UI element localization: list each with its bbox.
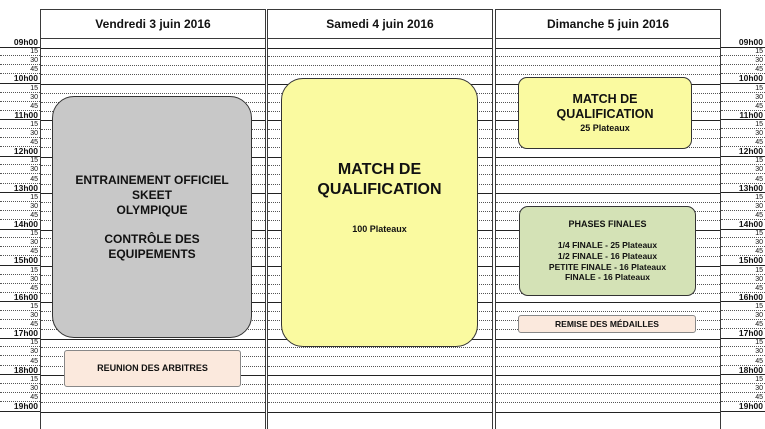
quarter-label: 15 [30, 230, 38, 238]
hour-label: 18h00 [13, 364, 38, 375]
quarter-line [268, 347, 492, 348]
hour-line [496, 339, 720, 340]
time-axis-right [721, 37, 765, 426]
quarter-line [41, 93, 265, 94]
quarter-label: 45 [30, 211, 38, 219]
quarter-line [41, 56, 265, 57]
quarter-label: 45 [755, 175, 763, 183]
quarter-label: 15 [30, 375, 38, 383]
quarter-label: 30 [755, 57, 763, 65]
quarter-line [721, 392, 765, 393]
hour-line [496, 375, 720, 376]
event-label: REUNION DES ARBITRES [97, 362, 208, 373]
quarter-label: 45 [30, 248, 38, 256]
quarter-label: 30 [30, 312, 38, 319]
quarter-line [721, 319, 765, 320]
hour-label: 11h00 [14, 109, 38, 120]
quarter-line [721, 55, 765, 56]
quarter-line [0, 64, 40, 65]
quarter-label: 15 [755, 157, 763, 165]
quarter-label: 30 [30, 57, 38, 65]
hour-line [41, 48, 265, 49]
quarter-label: 45 [755, 139, 763, 147]
quarter-line [496, 366, 720, 367]
quarter-line [496, 56, 720, 57]
hour-line [41, 412, 265, 413]
hour-line [496, 193, 720, 194]
quarter-label: 15 [30, 84, 38, 92]
quarter-label: 15 [30, 266, 38, 274]
quarter-line [496, 74, 720, 75]
hour-label: 15h00 [738, 255, 763, 266]
quarter-line [0, 92, 40, 93]
quarter-line [41, 393, 265, 394]
event-match-qualification-dimanche [518, 77, 692, 149]
quarter-line [0, 101, 40, 102]
hour-label: 14h00 [738, 219, 763, 229]
event-title-line: ENTRAINEMENT OFFICIEL [75, 172, 229, 187]
hour-label: 18h00 [738, 364, 763, 375]
hour-label: 13h00 [13, 182, 38, 193]
hour-label: 10h00 [13, 73, 38, 84]
quarter-label: 30 [30, 166, 38, 174]
quarter-label: 45 [30, 175, 38, 183]
quarter-label: 30 [30, 130, 38, 137]
hour-label: 12h00 [13, 146, 38, 157]
quarter-label: 15 [30, 48, 38, 56]
hour-label: 12h00 [738, 146, 763, 157]
quarter-line [721, 246, 765, 247]
quarter-line [0, 128, 40, 129]
final-round-item: 1/4 FINALE - 25 Plateaux [557, 240, 658, 251]
quarter-line [0, 246, 40, 247]
quarter-label: 45 [30, 284, 38, 292]
quarter-line [721, 92, 765, 93]
quarter-label: 30 [755, 239, 763, 247]
quarter-label: 30 [30, 239, 38, 247]
event-entrainement-officiel [52, 96, 252, 338]
quarter-line [268, 384, 492, 385]
hour-label: 19h00 [738, 401, 763, 411]
quarter-line [0, 392, 40, 393]
quarter-label: 15 [755, 84, 763, 92]
quarter-line [496, 202, 720, 203]
quarter-label: 30 [755, 312, 763, 319]
quarter-line [0, 274, 40, 275]
quarter-line [496, 402, 720, 403]
hour-label: 16h00 [738, 291, 763, 302]
final-round-item: 1/2 FINALE - 16 Plateaux [557, 251, 658, 261]
hour-line [721, 411, 765, 412]
quarter-line [0, 201, 40, 202]
quarter-line [0, 355, 40, 356]
quarter-label: 15 [755, 193, 763, 201]
day-header: Dimanche 5 juin 2016 [496, 10, 720, 39]
quarter-line [721, 355, 765, 356]
quarter-label: 15 [30, 157, 38, 165]
event-title-line: MATCH DE [572, 91, 638, 106]
quarter-label: 15 [30, 302, 38, 310]
hour-label: 14h00 [13, 219, 38, 229]
final-round-item: PETITE FINALE - 16 Plateaux [548, 261, 667, 272]
hour-line [496, 157, 720, 158]
quarter-label: 45 [755, 284, 763, 292]
hour-line [41, 339, 265, 340]
quarter-label: 45 [30, 139, 38, 147]
quarter-line [721, 201, 765, 202]
quarter-line [41, 74, 265, 75]
quarter-label: 45 [30, 321, 38, 329]
quarter-line [0, 164, 40, 165]
quarter-line [268, 366, 492, 367]
quarter-label: 45 [755, 321, 763, 329]
hour-label: 13h00 [738, 182, 763, 193]
quarter-line [268, 402, 492, 403]
quarter-label: 45 [30, 102, 38, 110]
event-detail: 100 Plateaux [352, 223, 407, 234]
quarter-label: 30 [755, 202, 763, 210]
quarter-label: 45 [755, 66, 763, 74]
event-match-qualification-samedi [281, 78, 478, 347]
quarter-line [721, 274, 765, 275]
quarter-label: 30 [755, 166, 763, 174]
event-detail: 25 Plateaux [580, 123, 630, 133]
quarter-label: 30 [755, 130, 763, 137]
hour-line [496, 302, 720, 303]
quarter-line [268, 65, 492, 66]
quarter-line [0, 237, 40, 238]
quarter-label: 15 [755, 302, 763, 310]
quarter-label: 15 [755, 375, 763, 383]
quarter-line [41, 65, 265, 66]
quarter-line [0, 55, 40, 56]
hour-label: 17h00 [738, 328, 763, 339]
quarter-line [0, 137, 40, 138]
quarter-line [496, 184, 720, 185]
hour-label: 15h00 [13, 255, 38, 266]
quarter-line [721, 128, 765, 129]
quarter-label: 45 [30, 66, 38, 74]
quarter-line [0, 210, 40, 211]
quarter-line [721, 64, 765, 65]
quarter-line [496, 174, 720, 175]
quarter-line [41, 347, 265, 348]
quarter-line [268, 74, 492, 75]
day-header: Samedi 4 juin 2016 [268, 10, 492, 39]
event-title-line: CONTRÔLE DES [104, 231, 200, 246]
quarter-line [0, 173, 40, 174]
quarter-line [0, 319, 40, 320]
event-title-line: EQUIPEMENTS [108, 246, 196, 261]
quarter-label: 45 [755, 211, 763, 219]
hour-label: 17h00 [13, 328, 38, 339]
event-title-line: SKEET [131, 187, 172, 202]
quarter-label: 15 [755, 230, 763, 238]
quarter-line [721, 137, 765, 138]
quarter-line [496, 393, 720, 394]
hour-label: 11h00 [739, 109, 763, 120]
event-remise-medailles [518, 315, 696, 333]
quarter-line [0, 310, 40, 311]
hour-label: 10h00 [738, 73, 763, 84]
quarter-line [268, 393, 492, 394]
quarter-label: 30 [755, 384, 763, 392]
hour-label: 09h00 [13, 37, 38, 47]
hour-label: 16h00 [13, 291, 38, 302]
quarter-line [721, 210, 765, 211]
quarter-label: 15 [755, 48, 763, 56]
quarter-line [268, 56, 492, 57]
quarter-label: 15 [30, 339, 38, 347]
quarter-line [721, 101, 765, 102]
quarter-label: 45 [30, 357, 38, 365]
quarter-line [496, 356, 720, 357]
quarter-line [721, 383, 765, 384]
quarter-label: 30 [30, 202, 38, 210]
quarter-line [0, 283, 40, 284]
event-title-line: MATCH DE [337, 160, 422, 178]
quarter-label: 30 [30, 93, 38, 101]
day-header: Vendredi 3 juin 2016 [41, 10, 265, 39]
quarter-line [496, 384, 720, 385]
hour-label: 09h00 [738, 37, 763, 47]
quarter-line [721, 164, 765, 165]
quarter-line [268, 356, 492, 357]
quarter-line [496, 347, 720, 348]
quarter-line [496, 311, 720, 312]
quarter-label: 45 [755, 248, 763, 256]
hour-line [0, 411, 40, 412]
quarter-label: 30 [755, 348, 763, 356]
quarter-label: 30 [30, 384, 38, 392]
quarter-label: 15 [755, 120, 763, 128]
quarter-label: 45 [755, 357, 763, 365]
event-title: PHASES FINALES [568, 219, 647, 230]
quarter-line [721, 310, 765, 311]
quarter-line [721, 283, 765, 284]
hour-line [268, 48, 492, 49]
quarter-label: 30 [30, 348, 38, 356]
quarter-label: 45 [755, 393, 763, 401]
event-phases-finales [519, 206, 696, 296]
quarter-label: 45 [30, 393, 38, 401]
event-label: REMISE DES MÉDAILLES [555, 318, 659, 329]
quarter-line [496, 65, 720, 66]
time-axis-left [0, 37, 40, 426]
quarter-line [0, 346, 40, 347]
quarter-label: 45 [755, 102, 763, 110]
hour-label: 19h00 [13, 401, 38, 411]
quarter-label: 15 [755, 266, 763, 274]
quarter-label: 30 [755, 93, 763, 101]
hour-line [496, 48, 720, 49]
quarter-label: 15 [755, 339, 763, 347]
quarter-line [721, 346, 765, 347]
final-round-item: FINALE - 16 Plateaux [564, 272, 651, 283]
event-title-line: OLYMPIQUE [116, 202, 188, 217]
quarter-line [41, 402, 265, 403]
event-title-line: QUALIFICATION [317, 180, 442, 198]
quarter-line [0, 383, 40, 384]
event-reunion-arbitres [64, 350, 241, 387]
hour-line [496, 412, 720, 413]
quarter-label: 30 [30, 275, 38, 283]
event-title-line: QUALIFICATION [556, 107, 654, 122]
quarter-line [721, 173, 765, 174]
hour-line [268, 375, 492, 376]
hour-line [268, 412, 492, 413]
quarter-line [496, 165, 720, 166]
quarter-label: 30 [755, 275, 763, 283]
quarter-label: 15 [30, 120, 38, 128]
quarter-label: 15 [30, 193, 38, 201]
quarter-line [721, 237, 765, 238]
hour-line [41, 84, 265, 85]
